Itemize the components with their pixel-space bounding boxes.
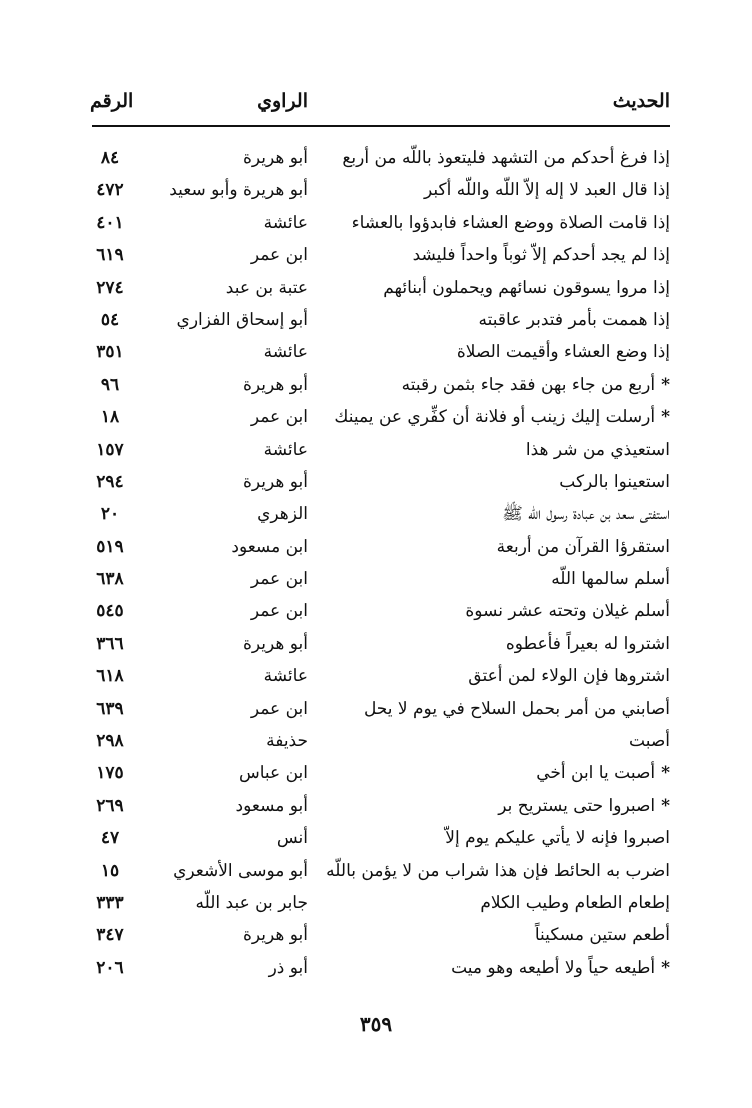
narrator: ابن عمر [250, 601, 308, 622]
hadith-label: إذا فرغ أحدكم من التشهد فليتعوذ باللّه من أربع [342, 148, 670, 168]
asterisk-marker: * [661, 407, 670, 428]
table-row [90, 952, 670, 984]
hadith-number: ١٧٥ [96, 763, 124, 784]
hadith-label: اشتروا له بعيراً فأعطوه [505, 633, 670, 654]
asterisk-marker: * [661, 763, 670, 784]
table-row [90, 239, 670, 271]
hadith-number: ١٨ [100, 407, 120, 428]
hadith-text [457, 336, 670, 368]
hadith-number: ٦١٨ [96, 666, 124, 687]
narrator: عائشة [263, 439, 308, 460]
hadith-label: أطعم ستين مسكيناً [534, 925, 670, 946]
hadith-number: ٢٩٨ [96, 731, 124, 752]
narrator: أبو إسحاق الفزاري [176, 309, 308, 330]
narrator: أبو هريرة [242, 633, 308, 654]
table-row [90, 887, 670, 919]
table-row [90, 822, 670, 854]
header-number: الرقم [90, 90, 134, 112]
hadith-text [506, 628, 670, 660]
table-row [90, 434, 670, 466]
hadith-number: ٤٧ [100, 828, 120, 849]
table-row [90, 207, 670, 239]
hadith-number: ٢٠ [100, 504, 120, 525]
hadith-label: إذا مروا يسوقون نسائهم ويحملون أبنائهم [383, 277, 670, 298]
hadith-number: ٢٠٦ [96, 957, 124, 978]
table-header [90, 84, 670, 118]
hadith-number: ٣٣٣ [96, 892, 124, 913]
table-row [90, 919, 670, 951]
hadith-label: استعيذي من شر هذا [525, 439, 670, 460]
hadith-number: ٤٠١ [96, 212, 124, 233]
hadith-text [629, 725, 670, 757]
narrator: عتبة بن عبد [225, 277, 308, 298]
hadith-label: استفتى سعد بن عبادة رسول اللّه ﷺ [502, 504, 670, 525]
hadith-label: أطيعه حياً ولا أطيعه وهو ميت [451, 957, 656, 978]
table-row [90, 466, 670, 498]
hadith-text [536, 757, 670, 789]
page-number: ٣٥٩ [359, 1012, 393, 1036]
hadith-label: أسلم غيلان وتحته عشر نسوة [465, 601, 670, 622]
hadith-text [497, 531, 670, 563]
hadith-label: اصبروا حتى يستريح بر [498, 795, 656, 816]
table-row [90, 304, 670, 336]
narrator: أبو هريرة [242, 925, 308, 946]
hadith-text [342, 142, 670, 174]
hadith-label: أربع من جاء بهن فقد جاء بثمن رقبته [401, 374, 656, 395]
narrator: أبو موسى الأشعري [173, 860, 308, 881]
hadith-number: ٥١٩ [96, 536, 124, 557]
narrator: أبو هريرة وأبو سعيد [169, 180, 308, 201]
table-row [90, 174, 670, 206]
hadith-label: أصابني من أمر بحمل السلاح في يوم لا يحل [363, 698, 670, 719]
table-row [90, 142, 670, 174]
hadith-number: ١٥ [100, 860, 120, 881]
hadith-label: إذا لم يجد أحدكم إلاّ ثوباً واحداً فليشد [412, 245, 670, 266]
hadith-text [551, 563, 670, 595]
hadith-text [402, 369, 670, 401]
hadith-label: إطعام الطعام وطيب الكلام [480, 892, 670, 913]
hadith-label: إذا قال العبد لا إله إلاّ اللّه واللّه أكبر [423, 180, 670, 201]
hadith-label: إذا وضع العشاء وأقيمت الصلاة [456, 342, 670, 363]
asterisk-marker: * [661, 374, 670, 395]
hadith-label: اضرب به الحائط فإن هذا شراب من لا يؤمن باللّه [326, 860, 670, 881]
narrator: ابن مسعود [231, 536, 308, 557]
hadith-number: ٦١٩ [96, 245, 124, 266]
narrator: عائشة [263, 666, 308, 687]
narrator: جابر بن عبد اللّه [195, 892, 308, 913]
hadith-label: إذا هممت بأمر فتدبر عاقبته [478, 309, 670, 330]
hadith-number: ٢٧٤ [96, 277, 124, 298]
hadith-number: ٤٧٢ [96, 180, 124, 201]
narrator: ابن عمر [250, 407, 308, 428]
header-divider [92, 125, 670, 127]
hadith-number: ٣٦٦ [96, 633, 124, 654]
hadith-text [468, 660, 670, 692]
narrator: الزهري [257, 504, 308, 525]
hadith-number: ٩٦ [100, 374, 120, 395]
table-row [90, 790, 670, 822]
hadith-text [526, 434, 670, 466]
hadith-label: اشتروها فإن الولاء لمن أعتق [468, 666, 670, 687]
table-row [90, 272, 670, 304]
hadith-text [465, 595, 670, 627]
hadith-text [424, 174, 670, 206]
hadith-number: ٦٣٨ [96, 569, 124, 590]
table-row [90, 725, 670, 757]
table-row [90, 693, 670, 725]
hadith-index-table [90, 142, 670, 984]
asterisk-marker: * [661, 957, 670, 978]
hadith-text [413, 239, 670, 271]
narrator: عائشة [263, 212, 308, 233]
narrator: أبو هريرة [242, 374, 308, 395]
narrator: ابن عباس [238, 763, 308, 784]
table-row [90, 757, 670, 789]
hadith-text [498, 790, 670, 822]
hadith-number: ٣٤٧ [96, 925, 124, 946]
hadith-number: ٦٣٩ [96, 698, 124, 719]
hadith-text [445, 822, 670, 854]
narrator: ابن عمر [250, 698, 308, 719]
hadith-number: ٢٦٩ [96, 795, 124, 816]
hadith-text [502, 498, 670, 530]
hadith-number: ٣٥١ [96, 342, 124, 363]
hadith-label: أصبت [629, 731, 670, 752]
hadith-label: أصبت يا ابن أخي [536, 763, 656, 784]
table-row [90, 563, 670, 595]
hadith-number: ٢٩٤ [96, 471, 124, 492]
hadith-text [535, 919, 670, 951]
hadith-label: استعينوا بالركب [559, 471, 670, 492]
hadith-number: ١٥٧ [96, 439, 124, 460]
narrator: أبو هريرة [242, 471, 308, 492]
table-row [90, 498, 670, 530]
hadith-text [352, 207, 670, 239]
hadith-number: ٨٤ [100, 148, 120, 168]
hadith-number: ٥٤ [100, 309, 120, 330]
table-row [90, 336, 670, 368]
hadith-text [480, 887, 670, 919]
table-row [90, 855, 670, 887]
table-row [90, 595, 670, 627]
table-row [90, 660, 670, 692]
narrator: ابن عمر [250, 245, 308, 266]
asterisk-marker: * [661, 795, 670, 816]
narrator: حذيفة [266, 731, 308, 752]
narrator: أبو مسعود [235, 795, 308, 816]
hadith-text [326, 855, 670, 887]
hadith-label: أسلم سالمها اللّه [551, 569, 670, 590]
hadith-number: ٥٤٥ [96, 601, 124, 622]
hadith-text [334, 401, 670, 433]
header-hadith: الحديث [612, 90, 670, 112]
hadith-label: إذا قامت الصلاة ووضع العشاء فابدؤوا بالعشاء [351, 212, 670, 233]
hadith-text [364, 693, 670, 725]
narrator: أبو ذر [268, 957, 308, 978]
table-row [90, 401, 670, 433]
table-row [90, 531, 670, 563]
hadith-text [451, 952, 670, 984]
table-row [90, 369, 670, 401]
hadith-label: أرسلت إليك زينب أو فلانة أن كفِّري عن يمينك [334, 407, 656, 428]
table-row [90, 628, 670, 660]
hadith-label: استقرؤا القرآن من أربعة [496, 536, 670, 557]
hadith-text [383, 272, 670, 304]
hadith-text [479, 304, 670, 336]
hadith-text [559, 466, 670, 498]
narrator: أنس [276, 828, 308, 849]
narrator: أبو هريرة [242, 148, 308, 168]
narrator: عائشة [263, 342, 308, 363]
narrator: ابن عمر [250, 569, 308, 590]
hadith-label: اصبروا فإنه لا يأتي عليكم يوم إلاّ [445, 828, 670, 849]
header-narrator: الراوي [257, 90, 308, 112]
